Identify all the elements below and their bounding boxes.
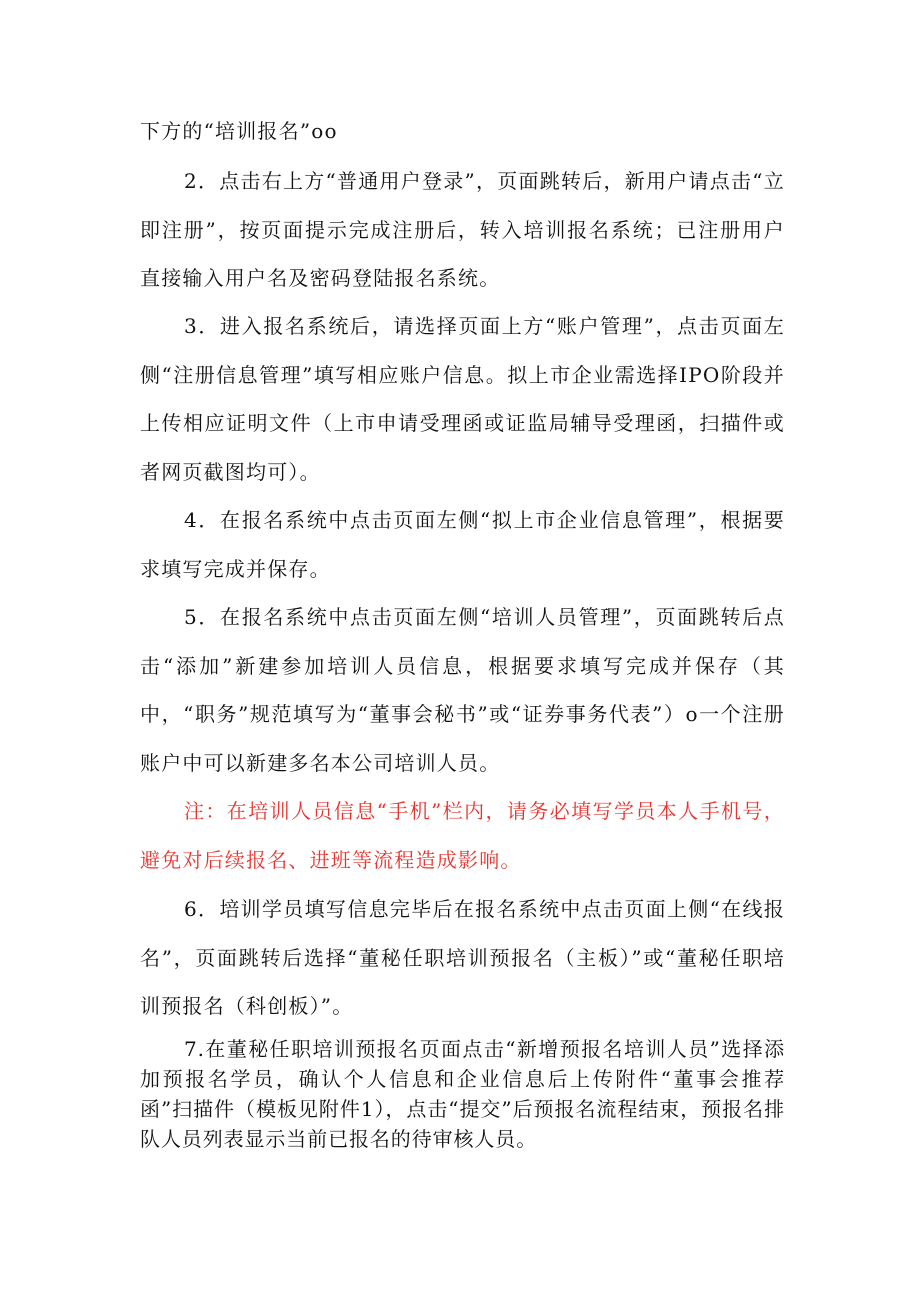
paragraph-step-3: 3．进入报名系统后，请选择页面上方“账户管理”，点击页面左侧“注册信息管理”填写相应账户信息。拟上市企业需选择IPO阶段并上传相应证明文件（上市申请受理函或证监局辅导受理函，扫描件或者网页截图均可）。 [140,314,785,484]
paragraph-step-6: 6．培训学员填写信息完毕后在报名系统中点击页面上侧“在线报名”，页面跳转后选择“董秘任职培训预报名（主板）”或“董秘任职培训预报名（科创板）”。 [140,897,785,1018]
paragraph-step-5: 5．在报名系统中点击页面左侧“培训人员管理”，页面跳转后点击“添加”新建参加培训人员信息，根据要求填写完成并保存（其中，“职务”规范填写为“董事会秘书”或“证券事务代表”）o一个注册账户中可以新建多名本公司培训人员。 [140,605,785,775]
paragraph-step-2: 2．点击右上方“普通用户登录”，页面跳转后，新用户请点击“立即注册”，按页面提示完成注册后，转入培训报名系统；已注册用户直接输入用户名及密码登陆报名系统。 [140,169,785,290]
paragraph-step-7: 7.在董秘任职培训预报名页面点击“新增预报名培训人员”选择添加预报名学员，确认个人信息和企业信息后上传附件“董事会推荐函”扫描件（模板见附件1），点击“提交”后预报名流程结束，预报名排队人员列表显示当前已报名的待审核人员。 [140,1037,785,1151]
paragraph-note: 注：在培训人员信息“手机”栏内，请务必填写学员本人手机号，避免对后续报名、进班等流程造成影响。 [140,799,785,872]
paragraph-step-4: 4．在报名系统中点击页面左侧“拟上市企业信息管理”，根据要求填写完成并保存。 [140,508,785,581]
paragraph-continuation: 下方的“培训报名”oo [140,119,338,143]
